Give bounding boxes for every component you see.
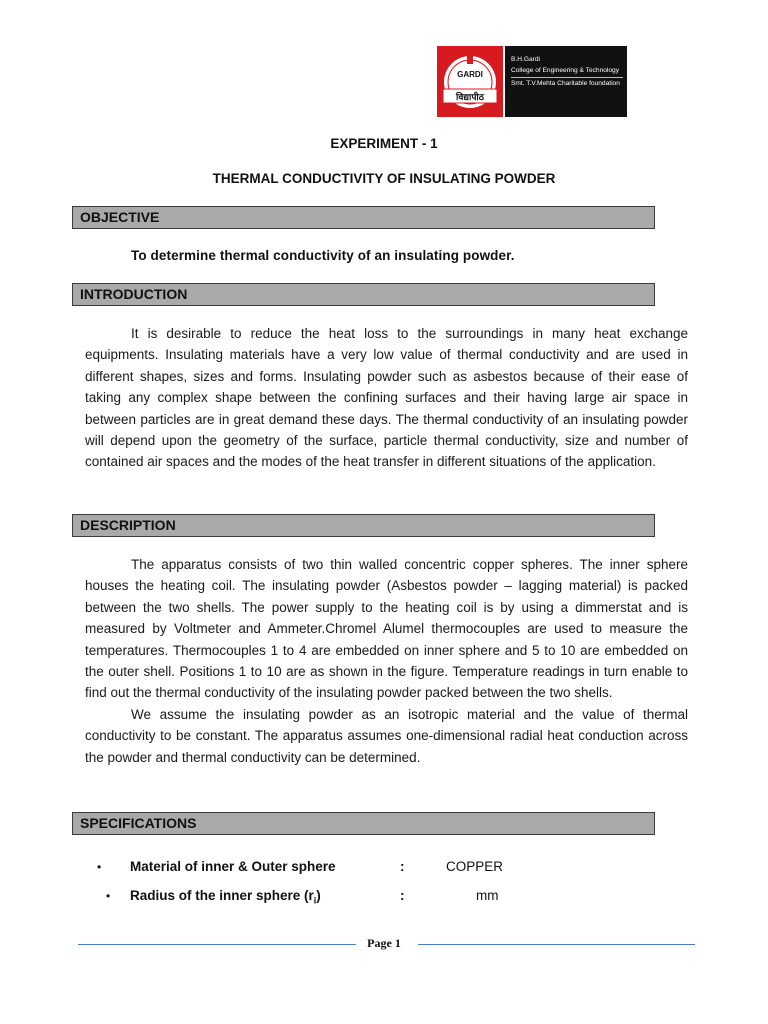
- description-paragraph: [85, 554, 688, 768]
- experiment-heading: EXPERIMENT - 1: [330, 136, 438, 151]
- section-objective: OBJECTIVE: [72, 206, 655, 229]
- spec-value: mm: [476, 888, 499, 903]
- section-description: DESCRIPTION: [72, 514, 655, 537]
- objective-text: To determine thermal conductivity of an insulating powder.: [131, 248, 515, 263]
- spec-colon: :: [400, 859, 405, 874]
- gardi-badge: [437, 46, 503, 117]
- logo-text-panel: [505, 46, 627, 117]
- page-number: Page 1: [367, 936, 401, 950]
- spec-label: Radius of the inner sphere $(r_i)$: [130, 888, 321, 906]
- section-introduction: INTRODUCTION: [72, 283, 655, 306]
- logo-line-name: B.H.Gardi: [511, 56, 540, 63]
- bullet-icon: •: [106, 889, 111, 903]
- introduction-text: It is desirable to reduce the heat loss to the surroundings in many heat exchange equipments. Insulating materials have a very low value of thermal conductivity and are used in different shapes, sizes and forms. Insulating powder such as asbestos because of their ease of taking any complex shape between the confining surfaces and their having large air space in between particles are in great demand these days. The thermal conductivity of an insulating powder will depend upon the geometry of the surface, particle thermal conductivity, size and number of contained air spaces and the modes of the heat transfer in different situations of the application.: [85, 326, 688, 470]
- spec-value: COPPER: [446, 859, 504, 874]
- experiment-title: THERMAL CONDUCTIVITY OF INSULATING POWDER: [212, 171, 556, 186]
- gardi-emblem-icon: [437, 46, 503, 117]
- description-text-1: The apparatus consists of two thin walled concentric copper spheres. The inner sphere houses the heating coil. The insulating powder (Asbestos powder – lagging material) is packed between the two shells. The power supply to the heating coil is by using a dimmerstat and is measured by Voltmeter and Ammeter.Chromel Alumel thermocouples are used to measure the temperatures. Thermocouples 1 to 4 are embedded on inner sphere and 5 to 10 are embedded on the outer shell. Positions 1 to 10 are as shown in the figure. Temperature readings in turn enable to find out the thermal conductivity of the insulating powder packed between the two shells.: [85, 557, 688, 701]
- logo-divider: [511, 77, 623, 78]
- badge-top-text: GARDI: [457, 70, 483, 79]
- logo-line-foundation: Smt. T.V.Mehta Charitable foundation: [511, 80, 620, 87]
- logo-line-college: College of Engineering & Technology: [511, 67, 620, 74]
- spec-colon: :: [400, 888, 405, 903]
- description-text-2: We assume the insulating powder as an isotropic material and the value of thermal conductivity to be constant. The apparatus assumes one-dimensional radial heat conduction across the powder and thermal conductivity can be determined.: [85, 706, 688, 765]
- introduction-paragraph: [85, 323, 688, 473]
- bullet-icon: •: [97, 860, 102, 874]
- spec-label: Material of inner & Outer sphere: [130, 859, 336, 874]
- section-specifications: SPECIFICATIONS: [72, 812, 655, 835]
- badge-script-text: विद्यापीठ: [455, 93, 485, 103]
- college-logo: [437, 46, 627, 117]
